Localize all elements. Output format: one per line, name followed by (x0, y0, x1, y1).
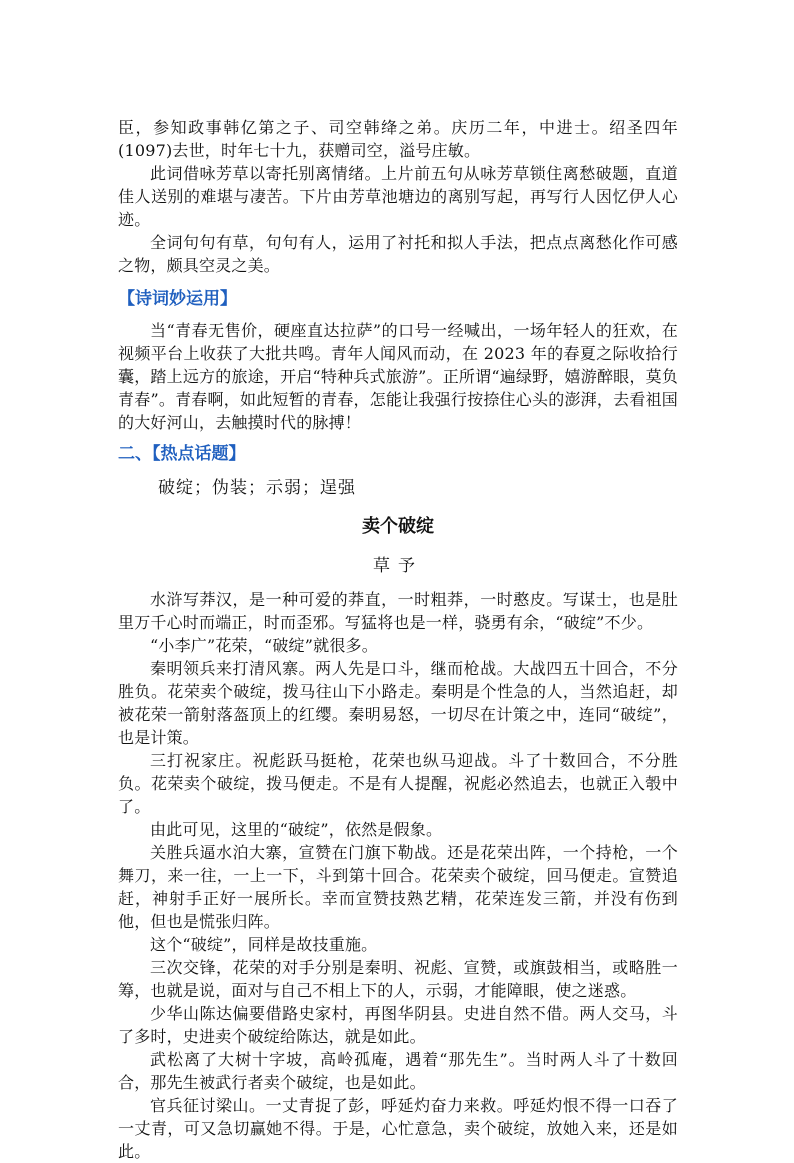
section-heading-hot-topic: 二、【热点话题】 (118, 444, 246, 464)
intro-paragraph-2: 此词借咏芳草以寄托别离情绪。上片前五句从咏芳草锁住离愁破题，直道佳人送别的难堪与凄苦。下片由芳草池塘边的离别写起，再写行人因忆伊人心迹。 (118, 164, 678, 229)
article-paragraph: 三次交锋，花荣的对手分别是秦明、祝彪、宣赞，或旗鼓相当，或略胜一筹，也就是说，面对与自己不相上下的人，示弱，才能障眼，使之迷惑。 (118, 958, 678, 1000)
intro-paragraph-1: 臣，参知政事韩亿第之子、司空韩绛之弟。庆历二年，中进士。绍圣四年(1097)去世，时年七十九，获赠司空，溢号庄敏。 (118, 118, 678, 160)
article-paragraph: 水浒写莽汉，是一种可爱的莽直，一时粗莽，一时憨皮。写谋士，也是肚里万千心时而端正，时而歪邪。写猛将也是一样，骁勇有余，“破绽”不少。 (118, 590, 678, 632)
section-heading-poetry-usage: 【诗词妙运用】 (118, 289, 237, 309)
intro-paragraph-3: 全词句句有草，句句有人，运用了衬托和拟人手法，把点点离愁化作可感之物，颇具空灵之美。 (118, 233, 678, 275)
article-paragraph: 这个“破绽”，同样是故技重施。 (150, 935, 378, 954)
article-paragraph: “小李广”花荣，“破绽”就很多。 (150, 636, 378, 655)
poetry-usage-paragraph: 当“青春无售价，硬座直达拉萨”的口号一经喊出，一场年轻人的狂欢，在视频平台上收获了大批共鸣。青年人闻风而动，在 2023 年的春夏之际收拾行囊，踏上远方的旅途，开启“特种兵式旅游”。正所谓“遍绿野，嬉游醉眼，莫负青春”。青春啊，如此短暂的青春，怎能让我强行按捺住心头的澎湃，去看祖国的大好河山，去触摸时代的脉搏！ (118, 321, 678, 432)
article-title: 卖个破绽 (362, 516, 434, 537)
article-author: 草予 (373, 556, 423, 576)
article-paragraph: 武松离了大树十字坡，高岭孤庵，遇着“那先生”。当时两人斗了十数回合，那先生被武行者卖个破绽，也是如此。 (118, 1050, 678, 1092)
article-paragraph: 由此可见，这里的“破绽”，依然是假象。 (150, 820, 443, 839)
article-paragraph: 关胜兵逼水泊大寨，宣赞在门旗下勒战。还是花荣出阵，一个持枪，一个舞刀，来一往，一上一下，斗到第十回合。花荣卖个破绽，回马便走。宣赞追赶，神射手正好一展所长。幸而宣赞技熟艺精，花荣连发三箭，并没有伤到他，但也是慌张归阵。 (118, 843, 678, 931)
article-paragraph: 三打祝家庄。祝彪跃马挺枪，花荣也纵马迎战。斗了十数回合，不分胜负。花荣卖个破绽，拨马便走。不是有人提醒，祝彪必然追去，也就正入彀中了。 (118, 751, 678, 816)
article-paragraph: 少华山陈达偏要借路史家村，再图华阴县。史进自然不借。两人交马，斗了多时，史进卖个破绽给陈达，就是如此。 (118, 1004, 678, 1046)
article-paragraph: 官兵征讨梁山。一丈青捉了彭，呼延灼奋力来救。呼延灼恨不得一口吞了一丈青，可又急切赢她不得。于是，心忙意急，卖个破绽，放她入来，还是如此。 (118, 1096, 678, 1161)
keywords-line: 破绽；伪装；示弱；逞强 (158, 478, 356, 498)
article-paragraph: 秦明领兵来打清风寨。两人先是口斗，继而枪战。大战四五十回合，不分胜负。花荣卖个破绽，拨马往山下小路走。秦明是个性急的人，当然追赶，却被花荣一箭射落盔顶上的红缨。秦明易怒，一切尽在计策之中，连同“破绽”，也是计策。 (118, 659, 678, 747)
document-page (118, 116, 678, 1163)
